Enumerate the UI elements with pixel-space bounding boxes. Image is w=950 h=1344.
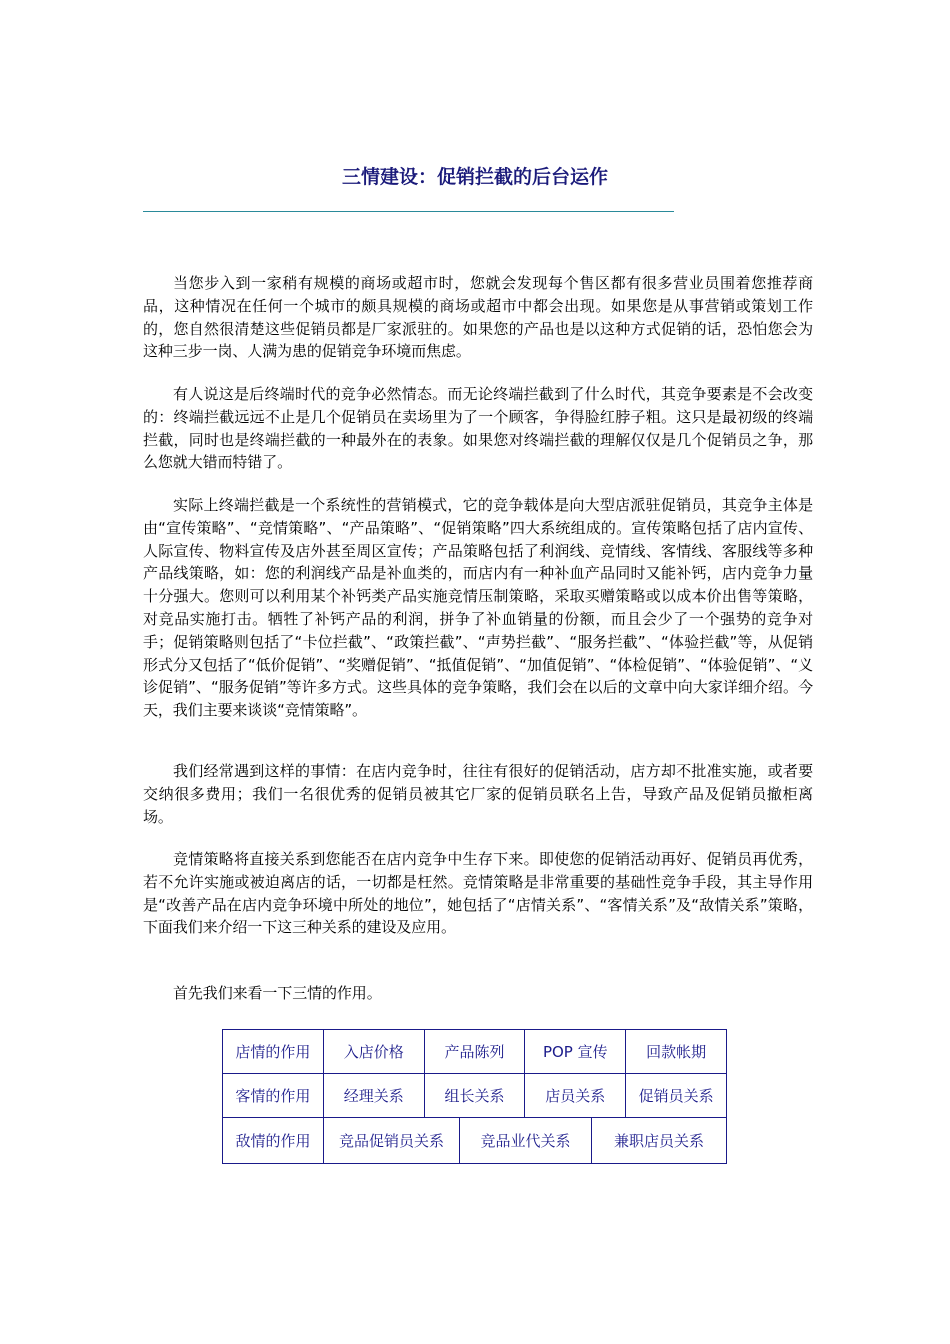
table-cell-row-header: 敌情的作用 <box>223 1118 324 1163</box>
table-cell: 竞品促销员关系 <box>324 1118 460 1163</box>
table-cell: POP 宣传 <box>525 1030 626 1073</box>
table-cell: 组长关系 <box>425 1074 526 1117</box>
table-cell: 经理关系 <box>324 1074 425 1117</box>
paragraph-6: 首先我们来看一下三情的作用。 <box>173 984 382 1002</box>
table-row-competitor <box>223 1118 726 1163</box>
table-cell: 回款帐期 <box>646 1043 707 1061</box>
paragraph-3: 实际上终端拦截是一个系统性的营销模式，它的竞争载体是向大型店派驻促销员，其竞争主体是由“宣传策略”、“竞情策略”、“产品策略”、“促销策略”四大系统组成的。宣传策略包括了店内宣传、人际宣传、物料宣传及店外甚至周区宣传；产品策略包括了利润线、竞情线、客情线、客服线等多种产品线策略，如：您的利润线产品是补血类的，而店内有一种补血产品同时又能补钙，店内竞争力量十分强大。您则可以利用某个补钙类产品实施竞情压制策略，采取买赠策略或以成本价出售等策略，对竞品实施打击。牺牲了补钙产品的利润，拼争了补血销量的份额，而且会少了一个强势的竞争对手；促销策略则包括了“卡位拦截”、“政策拦截”、“声势拦截”、“服务拦截”、“体验拦截”等，从促销形式分又包括了“低价促销”、“奖赠促销”、“抵值促销”、“加值促销”、“体检促销”、“体验促销”、“义诊促销”、“服务促销”等许多方式。这些具体的竞争策略，我们会在以后的文章中向大家详细介绍。今天，我们主要来谈谈“竞情策略”。 <box>143 496 813 720</box>
paragraph-1: 当您步入到一家稍有规模的商场或超市时，您就会发现每个售区都有很多营业员围着您推荐商品，这种情况在任何一个城市的颇具规模的商场或超市中都会出现。如果您是从事营销或策划工作的，您自然很清楚这些促销员都是厂家派驻的。如果您的产品也是以这种方式促销的话，恐怕您会为这种三步一岗、人满为患的促销竞争环境而焦虑。 <box>143 274 813 361</box>
table-cell: 兼职店员关系 <box>613 1132 704 1150</box>
table-cell-row-header: 店情的作用 <box>223 1030 324 1073</box>
page-title: 三情建设：促销拦截的后台运作 <box>341 166 608 188</box>
paragraph-2: 有人说这是后终端时代的竞争必然情态。而无论终端拦截到了什么时代，其竞争要素是不会改变的：终端拦截远远不止是几个促销员在卖场里为了一个顾客，争得脸红脖子粗。这只是最初级的终端拦截，同时也是终端拦截的一种最外在的表象。如果您对终端拦截的理解仅仅是几个促销员之争，那么您就大错而特错了。 <box>143 385 813 472</box>
paragraph-5: 竞情策略将直接关系到您能否在店内竞争中生存下来。即使您的促销活动再好、促销员再优秀，若不允许实施或被迫离店的话，一切都是枉然。竞情策略是非常重要的基础性竞争手段，其主导作用是“改善产品在店内竞争环境中所处的地位”，她包括了“店情关系”、“客情关系”及“敌情关系”策略，下面我们来介绍一下这三种关系的建设及应用。 <box>143 850 813 937</box>
title-divider <box>143 211 674 212</box>
table-cell: 竞品业代关系 <box>460 1118 592 1163</box>
table-cell: 产品陈列 <box>425 1030 526 1073</box>
table-cell: 促销员关系 <box>638 1087 714 1105</box>
three-relations-table <box>222 1029 727 1164</box>
table-row-store <box>223 1030 726 1074</box>
table-row-customer <box>223 1074 726 1118</box>
table-cell: 店员关系 <box>525 1074 626 1117</box>
table-cell-row-header: 客情的作用 <box>223 1074 324 1117</box>
table-cell: 入店价格 <box>324 1030 425 1073</box>
paragraph-4: 我们经常遇到这样的事情：在店内竞争时，往往有很好的促销活动，店方却不批准实施，或者要交纳很多费用；我们一名很优秀的促销员被其它厂家的促销员联名上告，导致产品及促销员撤柜离场。 <box>143 762 813 826</box>
